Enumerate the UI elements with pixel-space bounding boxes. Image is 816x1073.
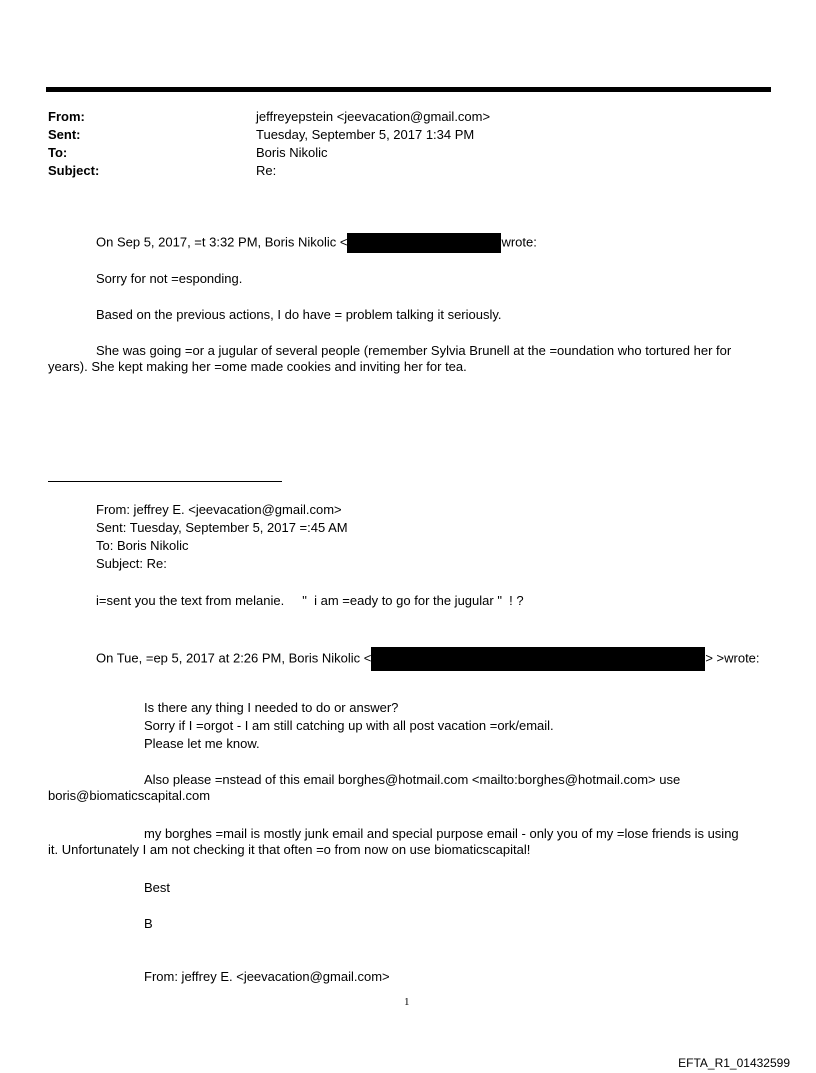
reply-intro-text: On Tue, =ep 5, 2017 at 2:26 PM, Boris Nikolic < <box>96 650 372 666</box>
fwd-sent: Sent: Tuesday, September 5, 2017 =:45 AM <box>96 520 348 535</box>
from-label: From: <box>48 109 85 124</box>
sent-label: Sent: <box>48 127 81 142</box>
fwd-subject: Subject: Re: <box>96 556 167 571</box>
reply-line: Sorry if I =orgot - I am still catching up with all post vacation =ork/email. <box>144 718 554 733</box>
reply-line: Also please =nstead of this email borghes@hotmail.com <mailto:borghes@hotmail.com> use <box>144 772 681 787</box>
reply-line: Is there any thing I needed to do or answer? <box>144 700 399 715</box>
reply-line: Please let me know. <box>144 736 260 751</box>
redaction-box <box>371 647 705 671</box>
to-value: Boris Nikolic <box>256 145 328 160</box>
reply-line: boris@biomaticscapital.com <box>48 788 211 804</box>
reply-intro-wrote: > >wrote: <box>705 650 760 666</box>
fwd-from: From: jeffrey E. <jeevacation@gmail.com> <box>96 502 342 517</box>
sign-initial: B <box>144 916 153 931</box>
sign-best: Best <box>144 880 171 895</box>
reply-paragraph <box>48 826 770 859</box>
next-from: From: jeffrey E. <jeevacation@gmail.com> <box>144 969 390 984</box>
page-number: 1 <box>404 996 410 1008</box>
reply-line: She was going =or a jugular of several people (remember Sylvia Brunell at the =oundation who tortured her for <box>96 343 732 358</box>
from-value: jeffreyepstein <jeevacation@gmail.com> <box>256 109 491 124</box>
reply-intro-wrote: wrote: <box>501 234 537 250</box>
reply-paragraph <box>48 772 770 805</box>
separator-line <box>48 481 282 482</box>
reply-intro <box>96 233 537 253</box>
reply-paragraph <box>48 343 770 376</box>
fwd-to: To: Boris Nikolic <box>96 538 189 553</box>
reply-paragraph: Sorry for not =esponding. <box>96 271 243 286</box>
reply-intro <box>96 647 760 671</box>
reply-line: it. Unfortunately I am not checking it that often =o from now on use biomaticscapital! <box>48 842 531 858</box>
to-label: To: <box>48 145 68 160</box>
reply-line: years). She kept making her =ome made cookies and inviting her for tea. <box>48 359 467 375</box>
header-rule <box>46 87 771 92</box>
document-id: EFTA_R1_01432599 <box>678 1056 790 1070</box>
reply-intro-text: On Sep 5, 2017, =t 3:32 PM, Boris Nikolic < <box>96 234 348 250</box>
subject-label: Subject: <box>48 163 100 178</box>
subject-value: Re: <box>256 163 277 178</box>
redaction-box <box>347 233 501 253</box>
sent-value: Tuesday, September 5, 2017 1:34 PM <box>256 127 475 142</box>
fwd-body: i=sent you the text from melanie. " i am =eady to go for the jugular " ! ? <box>96 593 524 608</box>
reply-line: my borghes =mail is mostly junk email and special purpose email - only you of my =lose friends is using <box>144 826 739 841</box>
reply-paragraph: Based on the previous actions, I do have = problem talking it seriously. <box>96 307 502 322</box>
